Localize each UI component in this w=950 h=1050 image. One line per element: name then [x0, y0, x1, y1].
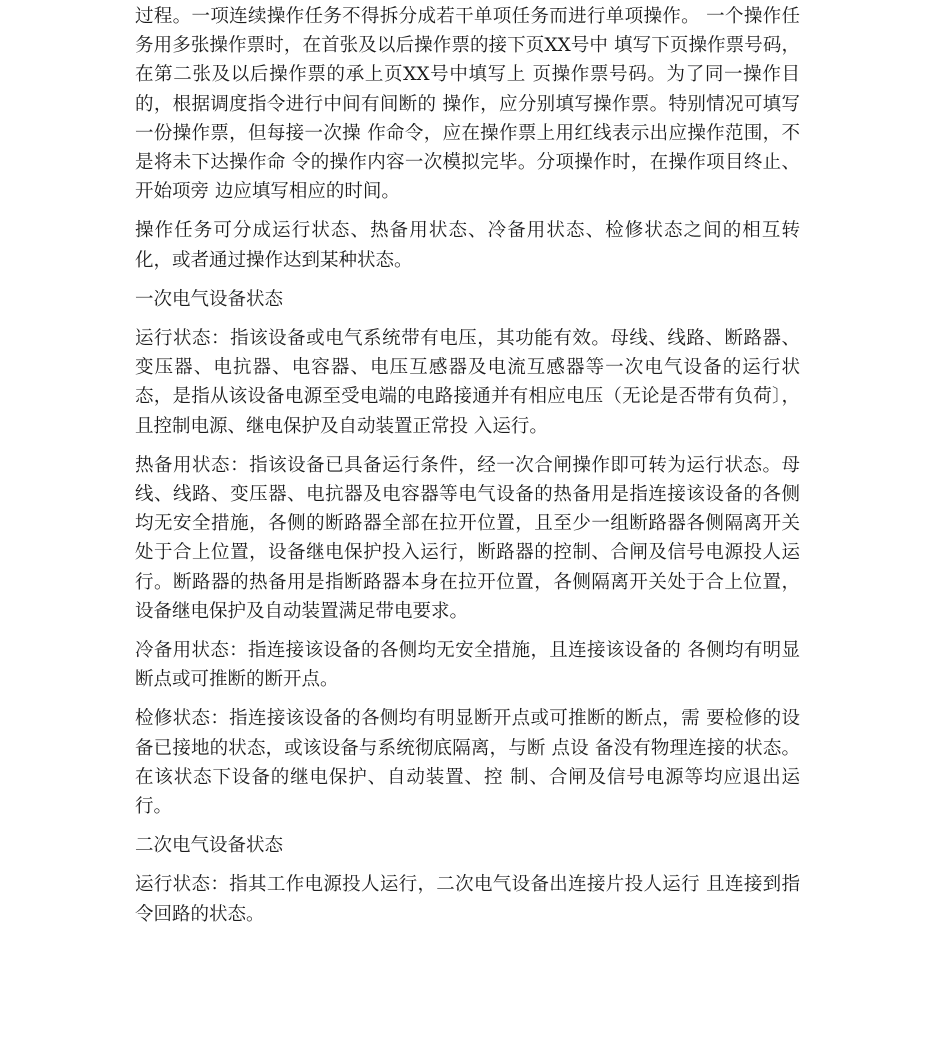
paragraph-maintenance-state: 检修状态：指连接该设备的各侧均有明显断开点或可推断的断点，需 要检修的设备已接地的状态，或该设备与系统彻底隔离，与断 点设 备没有物理连接的状态。在该状态下设备的继电保护、自动装置、控 制、合闸及信号电源等均应退出运行。 [135, 708, 800, 818]
section-heading-primary-equipment: 一次电气设备状态 [135, 288, 284, 310]
section-heading-secondary-equipment: 二次电气设备状态 [135, 835, 284, 857]
paragraph-running-state: 运行状态：指该设备或电气系统带有电压，其功能有效。母线、线路、断路器、变压器、电抗器、电容器、电压互感器及电流互感器等一次电气设备的运行状态，是指从该设备电源至受电端的电路接通并有相应电压（无论是否带有负荷〕，且控制电源、继电保护及自动装置正常投 入运行。 [135, 328, 800, 437]
paragraph-cold-standby-state: 冷备用状态：指连接该设备的各侧均无安全措施，且连接该设备的 各侧均有明显断点或可推断的断开点。 [135, 640, 800, 691]
paragraph-hot-standby-state: 热备用状态：指该设备已具备运行条件，经一次合闸操作即可转为运行状态。母线、线路、变压器、电抗器及电容器等电气设备的热备用是指连接该设备的各侧均无安全措施，各侧的断路器全部在拉开位置，且至少一组断路器各侧隔离开关处于合上位置，设备继电保护投入运行，断路器的控制、合闸及信号电源投人运行。断路器的热备用是指断路器本身在拉开位置，各侧隔离开关处于合上位置，设备继电保护及自动装置满足带电要求。 [135, 454, 800, 622]
paragraph-operation-ticket-rules: 过程。一项连续操作任务不得拆分成若干单项任务而进行单项操作。 一个操作任务用多张操作票时，在首张及以后操作票的接下页XX号中 填写下页操作票号码，在第二张及以后操作票的承上页XX号中填写上 页操作票号码。为了同一操作目的，根据调度指令进行中间有间断的 操作，应分别填写操作票。特别情况可填写一份操作票，但每接一次操 作命令，应在操作票上用红线表示出应操作范围，不是将未下达操作命 令的操作内容一次模拟完毕。分项操作时，在操作项目终止、开始项旁 边应填写相应的时间。 [135, 6, 800, 203]
paragraph-operation-task-states: 操作任务可分成运行状态、热备用状态、冷备用状态、检修状态之间的相互转化，或者通过操作达到某种状态。 [135, 220, 800, 271]
paragraph-secondary-running-state: 运行状态：指其工作电源投人运行，二次电气设备出连接片投人运行 且连接到指令回路的状态。 [135, 874, 800, 925]
document-page [135, 0, 800, 929]
